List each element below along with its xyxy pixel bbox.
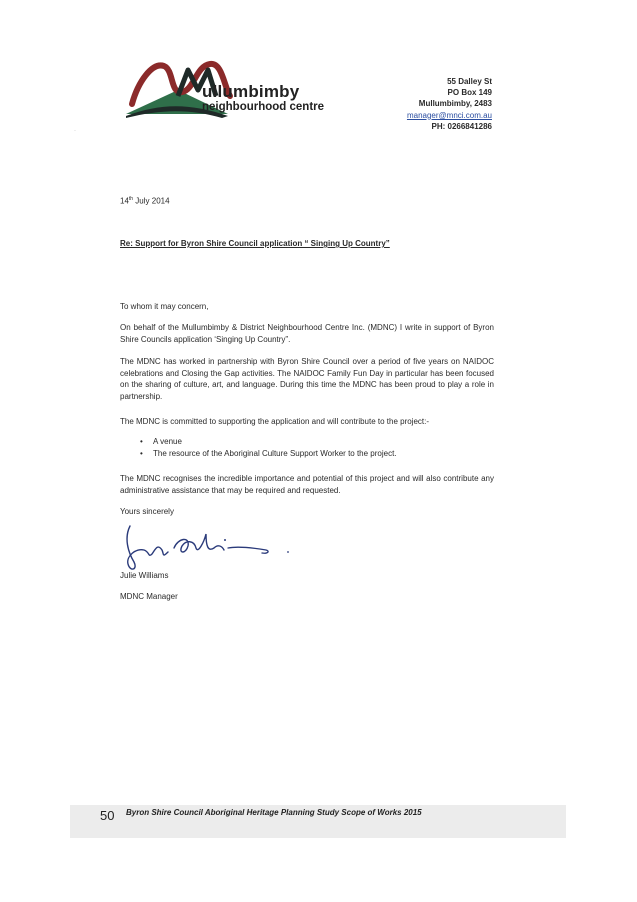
address-town: Mullumbimby, 2483: [418, 99, 492, 109]
signer-title: MDNC Manager: [120, 592, 178, 601]
list-item-text: A venue: [153, 437, 182, 446]
signer-name: Julie Williams: [120, 571, 169, 580]
email-link[interactable]: manager@mnci.com.au: [406, 110, 492, 120]
address-block: [407, 76, 492, 132]
phone-number: PH: 0266841286: [431, 121, 492, 131]
bullet-icon: •: [140, 437, 143, 446]
date-rest: July 2014: [133, 196, 170, 206]
closing: Yours sincerely: [120, 507, 174, 516]
letter-date: [120, 196, 170, 206]
paragraph-2: The MDNC has worked in partnership with Byron Shire Council over a period of five years on NAIDOC celebrations and Closing the Gap activities. The NAIDOC Family Fun Day in particular has been focused on the sharing of culture, art, and language. During this time the MDNC has been proud to play a role in partnership.: [120, 357, 494, 401]
page-number: 50: [100, 808, 115, 823]
date-day: 14: [120, 196, 129, 206]
letter-subject: Re: Support for Byron Shire Council application “ Singing Up Country”: [120, 239, 390, 248]
list-item: [140, 448, 397, 460]
handwritten-signature-icon: [118, 518, 298, 574]
paragraph-1: On behalf of the Mullumbimby & District Neighbourhood Centre Inc. (MDNC) I write in support of Byron Shire Councils application ‘Singing Up Country”.: [120, 323, 494, 344]
contribution-list: [140, 436, 397, 460]
date-suffix: th: [128, 196, 134, 202]
address-street: 55 Dalley St: [447, 77, 492, 86]
paragraph-4: The MDNC recognises the incredible importance and potential of this project and will also contribute any administrative assistance that may be required and requested.: [120, 474, 494, 495]
salutation: To whom it may concern,: [120, 302, 209, 311]
footer-document-title: Byron Shire Council Aboriginal Heritage Planning Study Scope of Works 2015: [126, 808, 422, 817]
margin-mark: ·: [74, 128, 76, 134]
address-pobox: PO Box 149: [447, 88, 492, 98]
list-item-text: The resource of the Aboriginal Culture Support Worker to the project.: [153, 449, 397, 458]
list-item: [140, 436, 397, 448]
bullet-icon: •: [140, 449, 143, 458]
org-name-line2: neighbourhood centre: [202, 101, 325, 113]
org-name-line1: ullumbimby: [202, 82, 300, 101]
paragraph-3: The MDNC is committed to supporting the application and will contribute to the project:-: [120, 417, 430, 426]
